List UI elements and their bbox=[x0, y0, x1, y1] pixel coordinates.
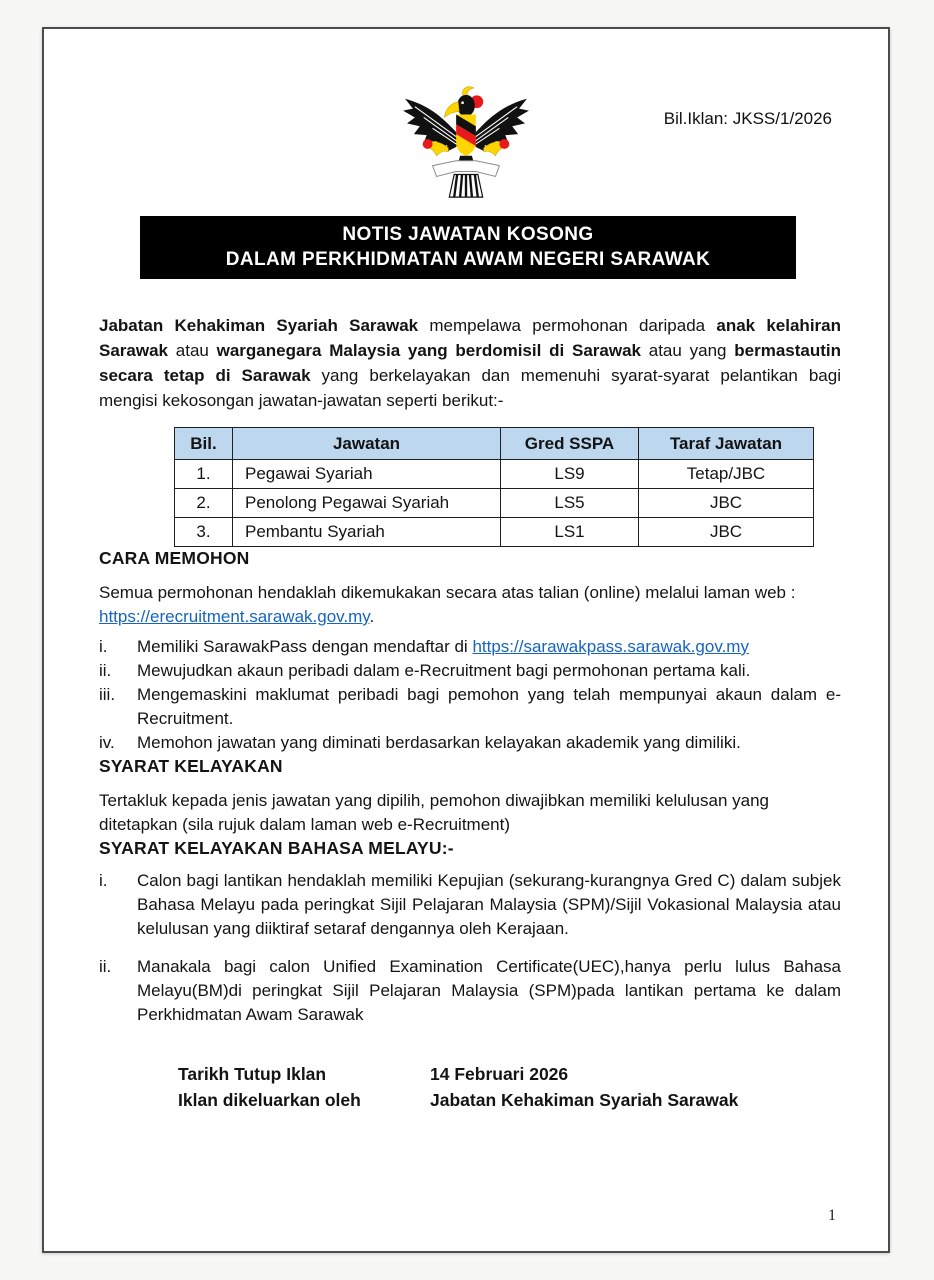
intro-bold-bermastautin: bermastautin secara tetap di Sarawak bbox=[99, 341, 841, 385]
intro-text: atau yang bbox=[640, 341, 735, 360]
intro-paragraph bbox=[99, 313, 841, 413]
issued-by-row bbox=[178, 1087, 888, 1113]
cell-bil: 2. bbox=[175, 489, 233, 518]
list-item-number: ii. bbox=[99, 957, 112, 976]
list-item bbox=[99, 659, 841, 683]
list-item bbox=[99, 955, 841, 1027]
table-header-row bbox=[175, 428, 814, 460]
cell-taraf: Tetap/JBC bbox=[639, 460, 814, 489]
table-row bbox=[175, 460, 814, 489]
cara-paragraph bbox=[99, 581, 841, 629]
closing-date-row bbox=[178, 1061, 888, 1087]
document-page bbox=[42, 27, 890, 1253]
closing-date-label: Tarikh Tutup Iklan bbox=[178, 1064, 327, 1084]
issued-by-value: Jabatan Kehakiman Syariah Sarawak bbox=[430, 1090, 739, 1110]
list-item bbox=[99, 683, 841, 731]
list-item-text: Memohon jawatan yang diminati berdasarkan kelayakan akademik yang dimiliki. bbox=[137, 733, 741, 752]
cell-jawatan: Pembantu Syariah bbox=[233, 518, 501, 547]
banner-line-1: NOTIS JAWATAN KOSONG bbox=[342, 224, 594, 245]
col-header-jawatan: Jawatan bbox=[233, 428, 501, 460]
cara-paragraph-text: Semua permohonan hendaklah dikemukakan secara atas talian (online) melalui laman web : bbox=[99, 583, 796, 602]
col-header-bil: Bil. bbox=[175, 428, 233, 460]
list-item-text: Manakala bagi calon Unified Examination Certificate(UEC),hanya perlu lulus Bahasa Melayu(BM)di peringkat Sijil Pelajaran Malaysia (SPM)pada lantikan pertama ke dalam Perkhidmatan Awam Sarawak bbox=[137, 957, 841, 1024]
ad-number: Bil.Iklan: JKSS/1/2026 bbox=[663, 109, 832, 128]
list-item-text: Mewujudkan akaun peribadi dalam e-Recruitment bagi permohonan pertama kali. bbox=[137, 661, 751, 680]
cell-gred: LS5 bbox=[501, 489, 639, 518]
intro-text: yang berkelayakan dan memenuhi syarat-syarat pelantikan bagi mengisi kekosongan jawatan-jawatan seperti berikut:- bbox=[99, 366, 841, 410]
col-header-taraf: Taraf Jawatan bbox=[639, 428, 814, 460]
list-item bbox=[99, 731, 841, 755]
intro-bold-anak: anak kelahiran Sarawak bbox=[99, 316, 841, 360]
cara-paragraph-suffix: . bbox=[369, 607, 375, 626]
section-heading-cara-memohon: CARA MEMOHON bbox=[99, 548, 250, 568]
list-item-number: i. bbox=[99, 871, 108, 890]
section-heading-syarat-kelayakan: SYARAT KELAYAKAN bbox=[99, 756, 283, 776]
erecruitment-link[interactable]: https://erecruitment.sarawak.gov.my bbox=[99, 607, 370, 626]
table-row bbox=[175, 518, 814, 547]
issued-by-label: Iklan dikeluarkan oleh bbox=[178, 1090, 361, 1110]
sarawak-coat-of-arms-logo bbox=[397, 85, 535, 203]
list-item-number: iv. bbox=[99, 733, 115, 752]
intro-bold-agency: Jabatan Kehakiman Syariah Sarawak bbox=[99, 316, 419, 335]
list-item-text: Calon bagi lantikan hendaklah memiliki Kepujian (sekurang-kurangnya Gred C) dalam subjek Bahasa Melayu pada peringkat Sijil Pelajaran Malaysia (SPM)/Sijil Vokasional Malaysia atau kelulusan yang diiktiraf setaraf dengannya oleh Kerajaan. bbox=[137, 871, 841, 938]
list-item-number: i. bbox=[99, 637, 108, 656]
intro-text: mempelawa permohonan daripada bbox=[418, 316, 717, 335]
table-row bbox=[175, 489, 814, 518]
sarawakpass-link[interactable]: https://sarawakpass.sarawak.gov.my bbox=[472, 637, 749, 656]
cell-bil: 3. bbox=[175, 518, 233, 547]
list-item bbox=[99, 869, 841, 941]
vacancies-table bbox=[174, 427, 814, 547]
list-item bbox=[99, 635, 841, 659]
cell-jawatan: Pegawai Syariah bbox=[233, 460, 501, 489]
closing-info bbox=[178, 1061, 888, 1113]
intro-bold-warganegara: warganegara Malaysia yang berdomisil di Sarawak bbox=[216, 341, 641, 360]
syarat-paragraph: Tertakluk kepada jenis jawatan yang dipilih, pemohon diwajibkan memiliki kelulusan yang ditetapkan (sila rujuk dalam laman web e-Recruitment) bbox=[99, 791, 769, 834]
list-item-number: iii. bbox=[99, 685, 116, 704]
list-item-number: ii. bbox=[99, 661, 112, 680]
banner-line-2: DALAM PERKHIDMATAN AWAM NEGERI SARAWAK bbox=[225, 249, 711, 270]
page-number: 1 bbox=[828, 1207, 836, 1224]
closing-date-value: 14 Februari 2026 bbox=[430, 1064, 569, 1084]
col-header-gred: Gred SSPA bbox=[501, 428, 639, 460]
cell-jawatan: Penolong Pegawai Syariah bbox=[233, 489, 501, 518]
list-item-text bbox=[137, 635, 841, 659]
bahasa-requirements-list bbox=[99, 869, 841, 1027]
cell-gred: LS9 bbox=[501, 460, 639, 489]
list-item-text: Mengemaskini maklumat peribadi bagi pemohon yang telah mempunyai akaun dalam e-Recruitment. bbox=[137, 685, 841, 728]
cara-steps-list bbox=[99, 635, 841, 755]
cell-taraf: JBC bbox=[639, 489, 814, 518]
cell-bil: 1. bbox=[175, 460, 233, 489]
notice-title-banner bbox=[140, 216, 796, 279]
cell-gred: LS1 bbox=[501, 518, 639, 547]
intro-text: atau bbox=[168, 341, 217, 360]
cell-taraf: JBC bbox=[639, 518, 814, 547]
list-item-text-part: Memiliki SarawakPass dengan mendaftar di bbox=[137, 637, 473, 656]
section-heading-bahasa-melayu: SYARAT KELAYAKAN BAHASA MELAYU:- bbox=[99, 838, 454, 858]
